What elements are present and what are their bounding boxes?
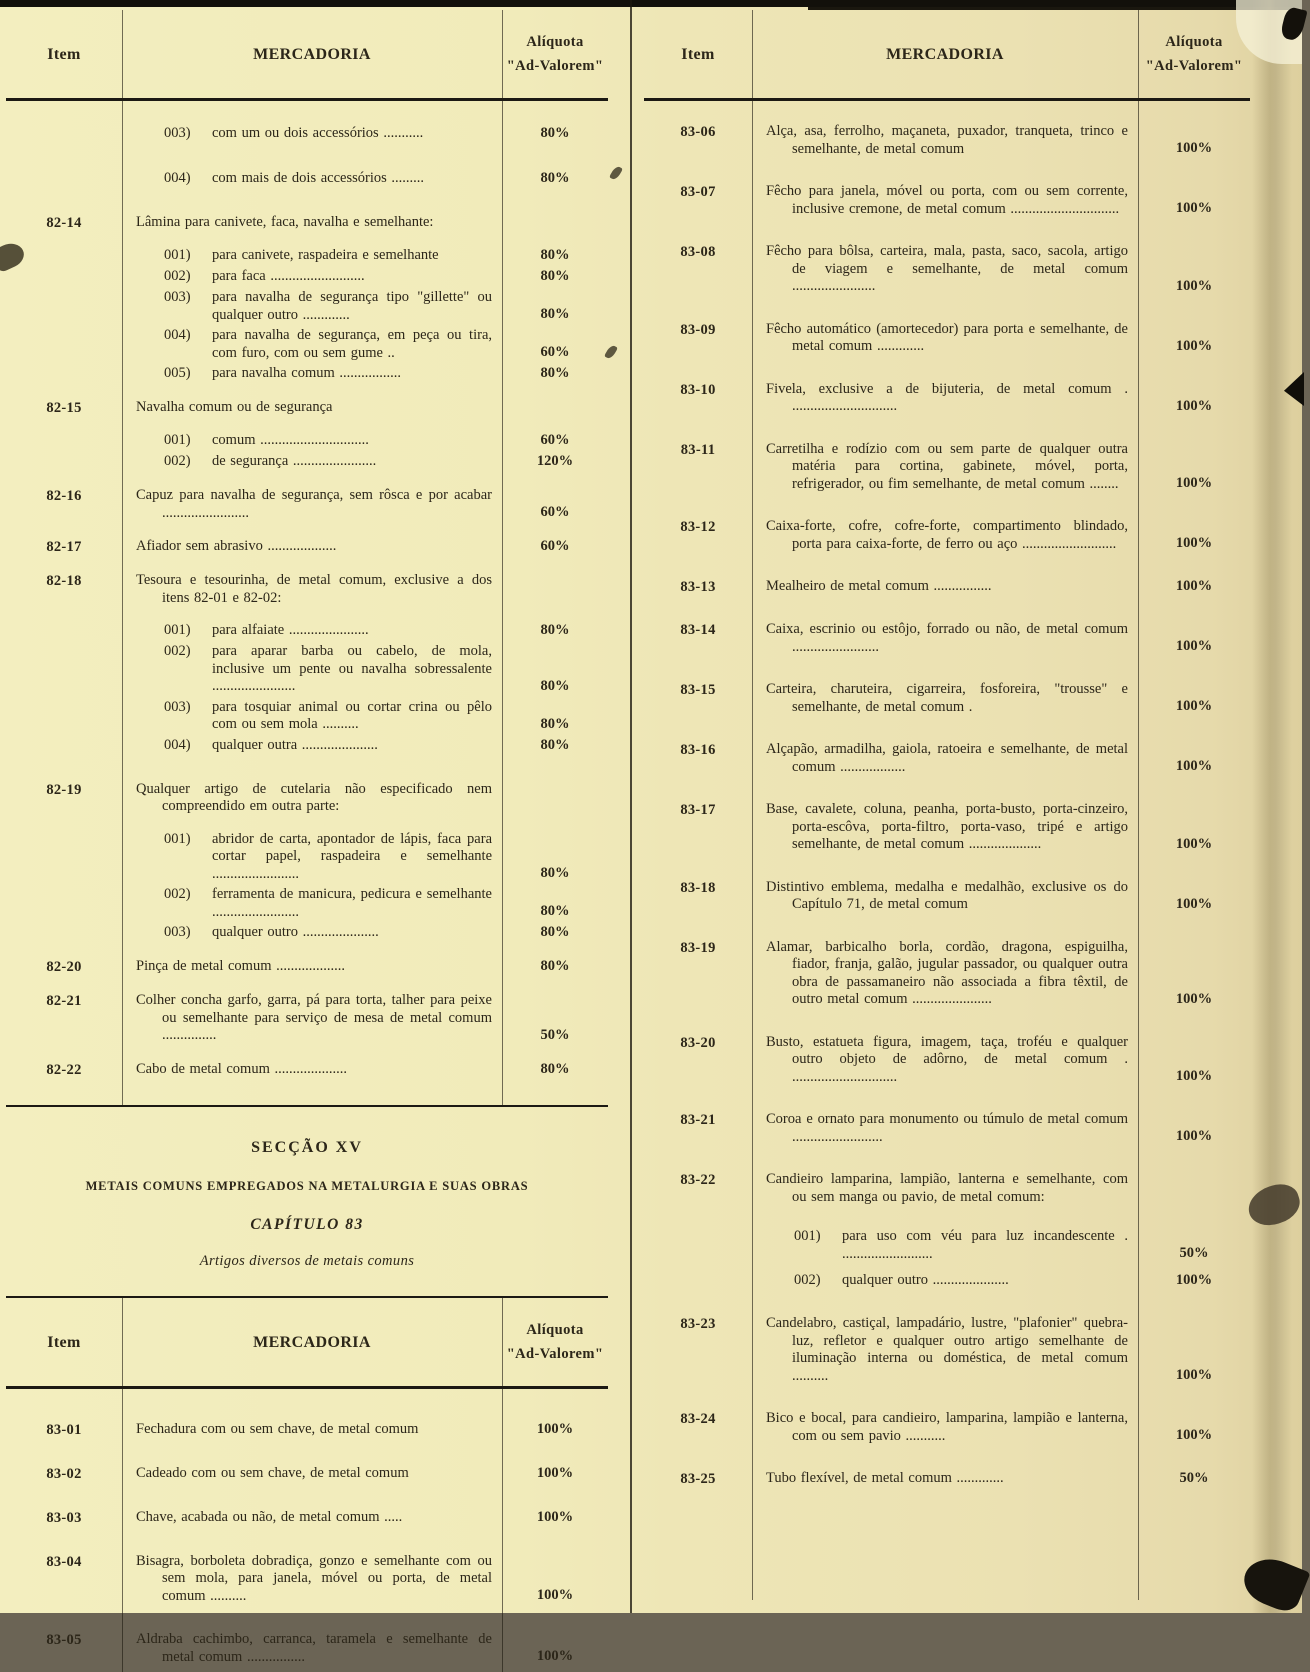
table-row: [6, 399, 608, 417]
row-rate: 80%: [502, 699, 608, 734]
row-subitem-text: de segurança .......................: [212, 453, 376, 469]
row-description: [122, 622, 502, 640]
chapter-title: CAPÍTULO 83: [6, 1216, 608, 1234]
row-rate: 100%: [1138, 741, 1250, 776]
row-item-code: 82-21: [6, 992, 122, 1045]
row-rate: [502, 399, 608, 417]
row-item-code: [6, 268, 122, 286]
column-rule: [1138, 10, 1139, 1600]
row-subitem-text: comum ..............................: [212, 432, 369, 448]
row-rate: 60%: [502, 327, 608, 362]
table-row: [6, 365, 608, 383]
row-item-code: 83-08: [644, 243, 752, 296]
row-item-code: 83-03: [6, 1509, 122, 1527]
table-rows-chapter-83-left: [6, 1421, 608, 1672]
row-item-code: 83-09: [644, 321, 752, 356]
row-rate: 80%: [502, 365, 608, 383]
column-rule: [502, 10, 503, 1107]
row-description: [122, 327, 502, 362]
table-row: [6, 831, 608, 884]
row-rate: 80%: [502, 289, 608, 324]
row-item-code: [6, 289, 122, 324]
table-row: [6, 622, 608, 640]
row-item-code: 82-19: [6, 781, 122, 816]
table-row: [6, 1421, 608, 1439]
row-item-code: 83-11: [644, 441, 752, 494]
row-item-code: 83-01: [6, 1421, 122, 1439]
row-rate: 80%: [502, 831, 608, 884]
table-row: [644, 243, 1250, 296]
row-description: [752, 1272, 1138, 1290]
row-item-code: 83-22: [644, 1171, 752, 1206]
row-item-code: [6, 924, 122, 942]
row-item-code: 83-13: [644, 578, 752, 596]
row-rate: 100%: [1138, 578, 1250, 596]
table-row: [644, 183, 1250, 218]
row-description: Candieiro lamparina, lampião, lanterna e semelhante, com ou sem manga ou pavio, de metal comum:: [752, 1171, 1138, 1206]
row-description: [122, 432, 502, 450]
table-row: [644, 939, 1250, 1009]
header-mercadoria-label: MERCADORIA: [122, 1334, 502, 1352]
header-aliquota-line1: Alíquota: [502, 1319, 608, 1343]
row-description: [122, 247, 502, 265]
table-row: [6, 737, 608, 755]
chapter-subtitle: Artigos diversos de metais comuns: [6, 1253, 608, 1270]
row-subitem-text: com um ou dois accessórios ...........: [212, 125, 423, 141]
table-row: [6, 886, 608, 921]
row-subitem-number: 005): [164, 365, 212, 383]
table-row: [6, 214, 608, 232]
header-aliquota-label: [1138, 31, 1250, 79]
row-item-code: 83-07: [644, 183, 752, 218]
row-rate: 100%: [502, 1421, 608, 1439]
row-subitem-text: qualquer outro .....................: [212, 924, 379, 940]
row-subitem-text: para navalha de segurança tipo "gillette" ou qualquer outro .............: [212, 289, 492, 323]
table-chapter-83-left: [6, 1296, 608, 1672]
row-rate: 100%: [1138, 243, 1250, 296]
row-item-code: [6, 643, 122, 696]
table-row: [644, 681, 1250, 716]
row-item-code: [644, 1228, 752, 1263]
table-row: [644, 879, 1250, 914]
row-description: Colher concha garfo, garra, pá para torta, talher para peixe ou semelhante para serviço de mesa de metal comum ...............: [122, 992, 502, 1045]
row-subitem-text: qualquer outra .....................: [212, 737, 378, 753]
row-item-code: 82-18: [6, 572, 122, 607]
row-rate: 100%: [1138, 939, 1250, 1009]
row-rate: 100%: [1138, 879, 1250, 914]
table-header: [6, 10, 608, 98]
row-item-code: 83-02: [6, 1465, 122, 1483]
table-row: [6, 1509, 608, 1527]
row-description: Alçapão, armadilha, gaiola, ratoeira e semelhante, de metal comum ..................: [752, 741, 1138, 776]
row-description: [122, 365, 502, 383]
header-aliquota-line1: Alíquota: [502, 31, 608, 55]
row-description: [122, 289, 502, 324]
row-rate: 80%: [502, 643, 608, 696]
table-row: [6, 1631, 608, 1666]
row-rate: 100%: [1138, 681, 1250, 716]
page-top-edge-bar: [0, 0, 1302, 7]
table-row: [6, 699, 608, 734]
row-rate: [502, 572, 608, 607]
table-row: [644, 1111, 1250, 1146]
header-mercadoria-label: MERCADORIA: [752, 46, 1138, 64]
row-rate: 80%: [502, 737, 608, 755]
table-row: [6, 572, 608, 607]
row-rate: 60%: [502, 538, 608, 556]
table-row: [6, 958, 608, 976]
pen-tick-mark: [609, 165, 623, 181]
table-rows-chapter-83-right: [644, 123, 1250, 1494]
row-rate: 100%: [1138, 801, 1250, 854]
row-subitem-number: 004): [164, 170, 212, 188]
table-row: [6, 538, 608, 556]
row-description: Base, cavalete, coluna, peanha, porta-busto, porta-cinzeiro, porta-escôva, porta-filtro, porta-vaso, tripé e artigo semelhante, de metal comum ....................: [752, 801, 1138, 854]
row-description: [752, 1228, 1138, 1263]
table-row: [6, 924, 608, 942]
column-divider-line: [630, 0, 632, 1613]
row-subitem-number: 003): [164, 924, 212, 942]
row-rate: [502, 214, 608, 232]
header-aliquota-line2: "Ad-Valorem": [502, 1343, 608, 1367]
table-row: [644, 621, 1250, 656]
table-row: [6, 170, 608, 188]
row-subitem-text: para canivete, raspadeira e semelhante: [212, 247, 439, 263]
row-description: Tesoura e tesourinha, de metal comum, exclusive a dos itens 82-01 e 82-02:: [122, 572, 502, 607]
row-rate: 80%: [502, 886, 608, 921]
row-description: Alça, asa, ferrolho, maçaneta, puxador, tranqueta, trinco e semelhante, de metal comum: [752, 123, 1138, 158]
row-subitem-number: 003): [164, 125, 212, 143]
row-rate: 80%: [502, 268, 608, 286]
row-description: Coroa e ornato para monumento ou túmulo de metal comum .........................: [752, 1111, 1138, 1146]
row-rate: 100%: [1138, 1315, 1250, 1385]
row-rate: 100%: [1138, 123, 1250, 158]
row-rate: 80%: [502, 247, 608, 265]
row-subitem-number: 004): [164, 737, 212, 755]
row-rate: 100%: [1138, 321, 1250, 356]
row-subitem-number: 003): [164, 699, 212, 717]
left-column: [6, 10, 608, 1672]
row-description: Cadeado com ou sem chave, de metal comum: [122, 1465, 502, 1483]
row-description: Aldraba cachimbo, carranca, taramela e semelhante de metal comum ................: [122, 1631, 502, 1666]
row-rate: [1138, 1171, 1250, 1206]
row-description: Chave, acabada ou não, de metal comum .....: [122, 1509, 502, 1527]
row-subitem-number: 001): [164, 432, 212, 450]
row-item-code: [6, 365, 122, 383]
row-description: Busto, estatueta figura, imagem, taça, troféu e qualquer outro objeto de adôrno, de metal comum . .............................: [752, 1034, 1138, 1087]
table-end-rule: [6, 1105, 608, 1107]
row-rate: 50%: [1138, 1228, 1250, 1263]
row-item-code: 82-15: [6, 399, 122, 417]
row-item-code: 83-16: [644, 741, 752, 776]
row-description: [122, 170, 502, 188]
row-item-code: [6, 886, 122, 921]
row-item-code: [6, 622, 122, 640]
row-item-code: 82-22: [6, 1061, 122, 1079]
header-aliquota-label: [502, 31, 608, 79]
row-description: [122, 831, 502, 884]
row-rate: 100%: [1138, 1034, 1250, 1087]
table-row: [644, 801, 1250, 854]
row-description: Caixa, escrinio ou estôjo, forrado ou não, de metal comum ........................: [752, 621, 1138, 656]
table-row: [644, 1034, 1250, 1087]
row-description: Fêcho para bôlsa, carteira, mala, pasta, saco, sacola, artigo de viagem e semelhante, de metal comum .......................: [752, 243, 1138, 296]
row-description: Fechadura com ou sem chave, de metal comum: [122, 1421, 502, 1439]
row-item-code: 83-19: [644, 939, 752, 1009]
table-chapter-83-right: [644, 10, 1250, 1600]
row-description: Fêcho para janela, móvel ou porta, com ou sem corrente, inclusive cremone, de metal comum ..............................: [752, 183, 1138, 218]
row-subitem-text: para tosquiar animal ou cortar crina ou pêlo com ou sem mola ..........: [212, 699, 492, 733]
row-subitem-text: para uso com véu para luz incandescente . .........................: [842, 1228, 1128, 1262]
row-item-code: [6, 125, 122, 143]
row-rate: 100%: [1138, 441, 1250, 494]
row-item-code: 82-16: [6, 487, 122, 522]
row-description: [122, 643, 502, 696]
row-subitem-text: para navalha de segurança, em peça ou tira, com furo, com ou sem gume ..: [212, 327, 492, 361]
header-item-label: Item: [644, 46, 752, 64]
row-rate: 100%: [1138, 1410, 1250, 1445]
row-subitem-number: 002): [164, 886, 212, 904]
row-item-code: [6, 170, 122, 188]
table-row: [644, 321, 1250, 356]
section-block: [6, 1107, 608, 1272]
row-rate: 100%: [502, 1631, 608, 1666]
header-item-label: Item: [6, 46, 122, 64]
row-description: Cabo de metal comum ....................: [122, 1061, 502, 1079]
table-row: [6, 327, 608, 362]
row-rate: 120%: [502, 453, 608, 471]
table-row: [6, 453, 608, 471]
row-rate: 100%: [1138, 1111, 1250, 1146]
row-item-code: 83-04: [6, 1553, 122, 1606]
row-description: [122, 886, 502, 921]
header-aliquota-line2: "Ad-Valorem": [1138, 55, 1250, 79]
table-row: [644, 1470, 1250, 1488]
header-mercadoria-label: MERCADORIA: [122, 46, 502, 64]
row-item-code: 83-23: [644, 1315, 752, 1385]
table-row: [644, 1171, 1250, 1206]
table-row: [644, 441, 1250, 494]
row-description: Navalha comum ou de segurança: [122, 399, 502, 417]
row-description: [122, 453, 502, 471]
row-description: Afiador sem abrasivo ...................: [122, 538, 502, 556]
row-subitem-number: 001): [164, 622, 212, 640]
row-item-code: 82-17: [6, 538, 122, 556]
row-item-code: 82-14: [6, 214, 122, 232]
row-subitem-number: 002): [794, 1272, 842, 1290]
row-description: Fêcho automático (amortecedor) para porta e semelhante, de metal comum .............: [752, 321, 1138, 356]
row-rate: 60%: [502, 432, 608, 450]
table-row: [6, 289, 608, 324]
table-row: [644, 381, 1250, 416]
row-description: Distintivo emblema, medalha e medalhão, exclusive os do Capítulo 71, de metal comum: [752, 879, 1138, 914]
row-subitem-text: para navalha comum .................: [212, 365, 401, 381]
row-subitem-number: 003): [164, 289, 212, 307]
row-rate: 80%: [502, 622, 608, 640]
table-row: [6, 247, 608, 265]
row-item-code: 83-05: [6, 1631, 122, 1666]
row-rate: 80%: [502, 125, 608, 143]
row-description: [122, 125, 502, 143]
column-rule: [752, 10, 753, 1600]
row-rate: [502, 781, 608, 816]
row-description: Fivela, exclusive a de bijuteria, de metal comum . .............................: [752, 381, 1138, 416]
row-rate: 50%: [1138, 1470, 1250, 1488]
row-item-code: 83-21: [644, 1111, 752, 1146]
row-subitem-number: 004): [164, 327, 212, 345]
table-chapter-82: [6, 10, 608, 1107]
row-subitem-number: 001): [164, 247, 212, 265]
row-rate: 100%: [1138, 381, 1250, 416]
header-aliquota-label: [502, 1319, 608, 1367]
row-rate: 100%: [502, 1553, 608, 1606]
row-description: Bisagra, borboleta dobradiça, gonzo e semelhante com ou sem mola, para janela, móvel ou porta, de metal comum ..........: [122, 1553, 502, 1606]
row-rate: 100%: [1138, 621, 1250, 656]
row-rate: 60%: [502, 487, 608, 522]
table-row: [6, 432, 608, 450]
row-item-code: [6, 432, 122, 450]
row-rate: 80%: [502, 958, 608, 976]
row-item-code: 82-20: [6, 958, 122, 976]
table-row: [6, 781, 608, 816]
row-item-code: 83-20: [644, 1034, 752, 1087]
header-aliquota-line1: Alíquota: [1138, 31, 1250, 55]
column-rule: [122, 10, 123, 1107]
row-subitem-number: 002): [164, 268, 212, 286]
table-row: [644, 1315, 1250, 1385]
header-item-label: Item: [6, 1334, 122, 1352]
row-subitem-text: ferramenta de manicura, pedicura e semelhante ........................: [212, 886, 492, 920]
table-row: [6, 1465, 608, 1483]
page-fold-crease: [1252, 0, 1292, 1613]
table-row: [6, 268, 608, 286]
row-description: Carretilha e rodízio com ou sem parte de qualquer outra matéria para cortina, gabinete, móvel, porta, refrigerador, ou fim semelhante, de metal comum ........: [752, 441, 1138, 494]
header-rule: [6, 98, 608, 101]
row-item-code: 83-15: [644, 681, 752, 716]
table-row: [644, 741, 1250, 776]
row-description: Caixa-forte, cofre, cofre-forte, compartimento blindado, porta para caixa-forte, de ferro ou aço ..........................: [752, 518, 1138, 553]
row-item-code: 83-14: [644, 621, 752, 656]
row-subitem-number: 002): [164, 643, 212, 661]
table-row: [6, 992, 608, 1045]
row-subitem-number: 001): [164, 831, 212, 849]
table-row: [644, 1410, 1250, 1445]
row-subitem-text: para faca ..........................: [212, 268, 365, 284]
header-aliquota-line2: "Ad-Valorem": [502, 55, 608, 79]
table-row: [6, 1553, 608, 1606]
row-item-code: 83-24: [644, 1410, 752, 1445]
row-description: Mealheiro de metal comum ................: [752, 578, 1138, 596]
row-description: Lâmina para canivete, faca, navalha e semelhante:: [122, 214, 502, 232]
row-item-code: 83-10: [644, 381, 752, 416]
table-row: [6, 125, 608, 143]
row-item-code: [644, 1272, 752, 1290]
table-row: [6, 1061, 608, 1079]
row-item-code: [6, 737, 122, 755]
row-rate: 100%: [1138, 1272, 1250, 1290]
row-rate: 50%: [502, 992, 608, 1045]
row-description: Carteira, charuteira, cigarreira, fosforeira, "trousse" e semelhante, de metal comum .: [752, 681, 1138, 716]
column-rule: [122, 1298, 123, 1672]
row-item-code: 83-17: [644, 801, 752, 854]
row-item-code: 83-25: [644, 1470, 752, 1488]
row-rate: 80%: [502, 170, 608, 188]
row-description: Bico e bocal, para candieiro, lamparina, lampião e lanterna, com ou sem pavio ...........: [752, 1410, 1138, 1445]
column-rule: [502, 1298, 503, 1672]
row-rate: 100%: [502, 1465, 608, 1483]
row-description: [122, 268, 502, 286]
row-subitem-text: para aparar barba ou cabelo, de mola, inclusive um pente ou navalha sobressalente .......................: [212, 643, 492, 694]
table-header: [6, 1298, 608, 1386]
header-rule: [644, 98, 1250, 101]
table-row: [644, 518, 1250, 553]
row-rate: 100%: [502, 1509, 608, 1527]
right-column: [644, 10, 1250, 1600]
row-item-code: [6, 327, 122, 362]
row-rate: 100%: [1138, 518, 1250, 553]
row-subitem-text: abridor de carta, apontador de lápis, faca para cortar papel, raspadeira e semelhante ........................: [212, 831, 492, 882]
table-row: [644, 123, 1250, 158]
section-number: SECÇÃO XV: [6, 1139, 608, 1157]
row-rate: 80%: [502, 1061, 608, 1079]
row-description: [122, 924, 502, 942]
row-item-code: [6, 831, 122, 884]
row-description: [122, 737, 502, 755]
row-rate: 80%: [502, 924, 608, 942]
table-row: [644, 1272, 1250, 1290]
header-rule: [6, 1386, 608, 1389]
row-item-code: 83-12: [644, 518, 752, 553]
row-subitem-text: com mais de dois accessórios .........: [212, 170, 424, 186]
row-subitem-text: qualquer outro .....................: [842, 1272, 1009, 1288]
row-item-code: [6, 699, 122, 734]
row-description: Alamar, barbicalho borla, cordão, dragona, espiguilha, fiador, franja, galão, jugular passador, ou qualquer outra obra de passamaneiro não associada a fibra têxtil, de outro metal comum ......................: [752, 939, 1138, 1009]
row-item-code: 83-06: [644, 123, 752, 158]
row-rate: 100%: [1138, 183, 1250, 218]
row-description: Tubo flexível, de metal comum .............: [752, 1470, 1138, 1488]
row-subitem-text: para alfaiate ......................: [212, 622, 369, 638]
row-description: Qualquer artigo de cutelaria não especificado nem compreendido em outra parte:: [122, 781, 502, 816]
row-description: Pinça de metal comum ...................: [122, 958, 502, 976]
row-description: [122, 699, 502, 734]
table-row: [6, 487, 608, 522]
table-row: [6, 643, 608, 696]
table-row: [644, 578, 1250, 596]
row-subitem-number: 001): [794, 1228, 842, 1246]
table-header: [644, 10, 1250, 98]
row-subitem-number: 002): [164, 453, 212, 471]
row-description: Capuz para navalha de segurança, sem rôsca e por acabar ........................: [122, 487, 502, 522]
section-title: METAIS COMUNS EMPREGADOS NA METALURGIA E SUAS OBRAS: [6, 1179, 608, 1194]
row-description: Candelabro, castiçal, lampadário, lustre, "plafonier" quebra-luz, refletor e qualquer outro artigo semelhante de iluminação interna ou doméstica, de metal comum ..........: [752, 1315, 1138, 1385]
row-item-code: 83-18: [644, 879, 752, 914]
table-row: [644, 1228, 1250, 1263]
table-rows-chapter-82: [6, 125, 608, 1085]
row-item-code: [6, 453, 122, 471]
